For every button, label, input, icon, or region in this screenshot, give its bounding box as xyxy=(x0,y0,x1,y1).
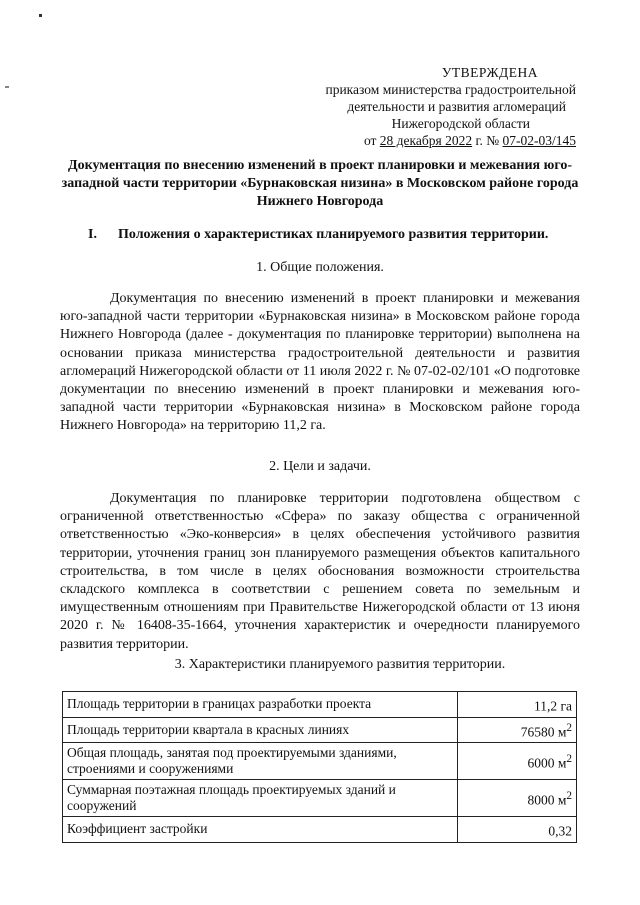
value-sup: 2 xyxy=(566,752,572,765)
section-heading xyxy=(88,226,588,244)
value-text: 76580 м xyxy=(520,724,567,739)
table-cell-value xyxy=(458,780,577,817)
subsection-general: 1. Общие положения. xyxy=(256,260,384,275)
table-cell-label: Коэффициент застройки xyxy=(63,817,458,843)
table-row xyxy=(63,743,577,780)
table-cell-label: Общая площадь, занятая под проектируемыми зданиями, строениями и сооружениями xyxy=(63,743,458,780)
approval-line-3: Нижегородской области xyxy=(391,116,530,131)
value-text: 6000 м xyxy=(527,755,567,771)
table-cell-value xyxy=(458,743,577,780)
approval-heading: УТВЕРЖДЕНА xyxy=(441,65,538,80)
scan-speck xyxy=(5,86,9,88)
approval-date-mid: г. № xyxy=(472,133,503,148)
paragraph-general: Документация по внесению изменений в проект планировки и межевания юго-западной части территории «Бурнаковская низина» в Московском районе города Нижнего Новгорода (далее - документация по планировке территории) выполнена на основании приказа министерства градостроительной деятельности и развития агломераций Нижегородской области от 11 июля 2022 г. № 07-02-02/101 «О подготовке документации по внесению изменений в проект планировки и межевания юго-западной части территории «Бурнаковская низина» в Московском районе города Нижнего Новгорода» на территорию 11,2 га. xyxy=(60,291,580,434)
section-number: I. xyxy=(88,227,97,242)
table-cell-label: Площадь территории в границах разработки проекта xyxy=(63,692,458,718)
approval-date-prefix: от xyxy=(363,133,380,148)
table-row xyxy=(63,717,577,743)
value-sup: 2 xyxy=(566,721,572,734)
section-title: Положения о характеристиках планируемого развития территории. xyxy=(118,227,549,242)
table-cell-label: Суммарная поэтажная площадь проектируемых зданий и сооружений xyxy=(63,780,458,817)
scan-speck xyxy=(39,14,42,17)
table-row xyxy=(63,817,577,843)
table-cell-value xyxy=(458,817,577,843)
approval-number: 07-02-03/145 xyxy=(502,133,576,148)
paragraph-goals: Документация по планировке территории подготовлена обществом с ограниченной ответственностью «Сфера» по заказу общества с ограниченной ответственностью «Эко-конверсия» в целях обеспечения устойчивого развития территории, уточнения границ зон планируемого размещения объектов капитального строительства, в том числе в целях обоснования возможности строительства складского комплекса в соответствии с решением совета по земельным и имущественным отношениям при Правительстве Нижегородской области от 13 июня 2020 г. № 16408-35-1664, уточнения характеристик и очередности планируемого развития территории. xyxy=(60,491,580,652)
approval-date: 28 декабря 2022 xyxy=(379,133,473,148)
value-text: 0,32 xyxy=(548,823,572,839)
approval-line-2: деятельности и развития агломераций xyxy=(347,99,566,114)
subsection-characteristics: 3. Характеристики планируемого развития территории. xyxy=(174,657,506,672)
table-cell-value xyxy=(458,692,577,718)
table-cell-value xyxy=(458,717,577,743)
table-cell-label: Площадь территории квартала в красных линиях xyxy=(63,717,458,743)
document-title: Документация по внесению изменений в проект планировки и межевания юго-западной части территории «Бурнаковская низина» в Московском районе города Нижнего Новгорода xyxy=(61,158,579,209)
table-row xyxy=(63,780,577,817)
value-text: 11,2 га xyxy=(533,698,572,714)
characteristics-table xyxy=(62,691,577,843)
value-sup: 2 xyxy=(566,789,572,802)
approval-block xyxy=(276,64,576,149)
subsection-goals: 2. Цели и задачи. xyxy=(269,459,371,474)
approval-line-1: приказом министерства градостроительной xyxy=(325,82,576,97)
value-text: 8000 м xyxy=(527,792,567,808)
approval-date-line xyxy=(276,132,576,149)
table-row xyxy=(63,692,577,718)
